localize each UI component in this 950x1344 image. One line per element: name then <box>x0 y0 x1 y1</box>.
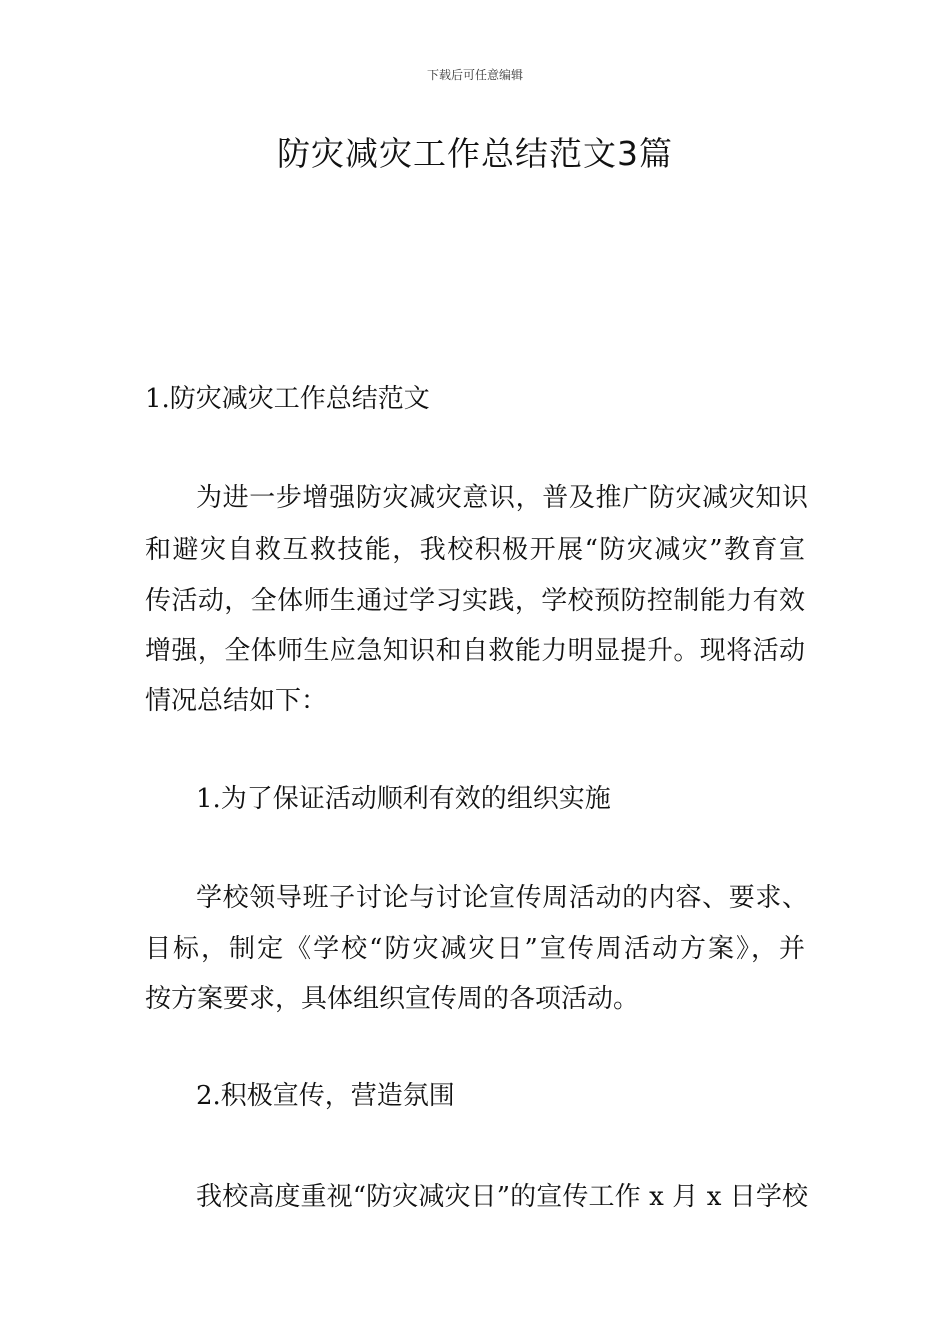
paragraph-line: 和避灾自救互救技能，我校积极开展“防灾减灾”教育宣 <box>145 535 805 565</box>
paragraph-line: 按方案要求，具体组织宣传周的各项活动。 <box>145 984 640 1014</box>
item-1-heading: 1.为了保证活动顺利有效的组织实施 <box>196 784 611 814</box>
paragraph-line: 学校领导班子讨论与讨论宣传周活动的内容、要求、 <box>196 883 808 913</box>
paragraph-line: 目标，制定《学校“防灾减灾日”宣传周活动方案》，并 <box>145 934 805 964</box>
paragraph-line: 为进一步增强防灾减灾意识，普及推广防灾减灾知识 <box>196 483 808 513</box>
section-heading: 1.防灾减灾工作总结范文 <box>145 384 430 414</box>
header-note: 下载后可任意编辑 <box>426 68 523 82</box>
item-2-heading: 2.积极宣传，营造氛围 <box>196 1081 455 1111</box>
document-title: 防灾减灾工作总结范文3篇 <box>277 134 673 173</box>
paragraph-line: 传活动，全体师生通过学习实践，学校预防控制能力有效 <box>145 586 805 616</box>
paragraph-line: 增强，全体师生应急知识和自救能力明显提升。现将活动 <box>145 636 805 666</box>
paragraph-line: 情况总结如下： <box>145 686 328 716</box>
paragraph-line: 我校高度重视“防灾减灾日”的宣传工作 x 月 x 日学校 <box>196 1182 808 1212</box>
